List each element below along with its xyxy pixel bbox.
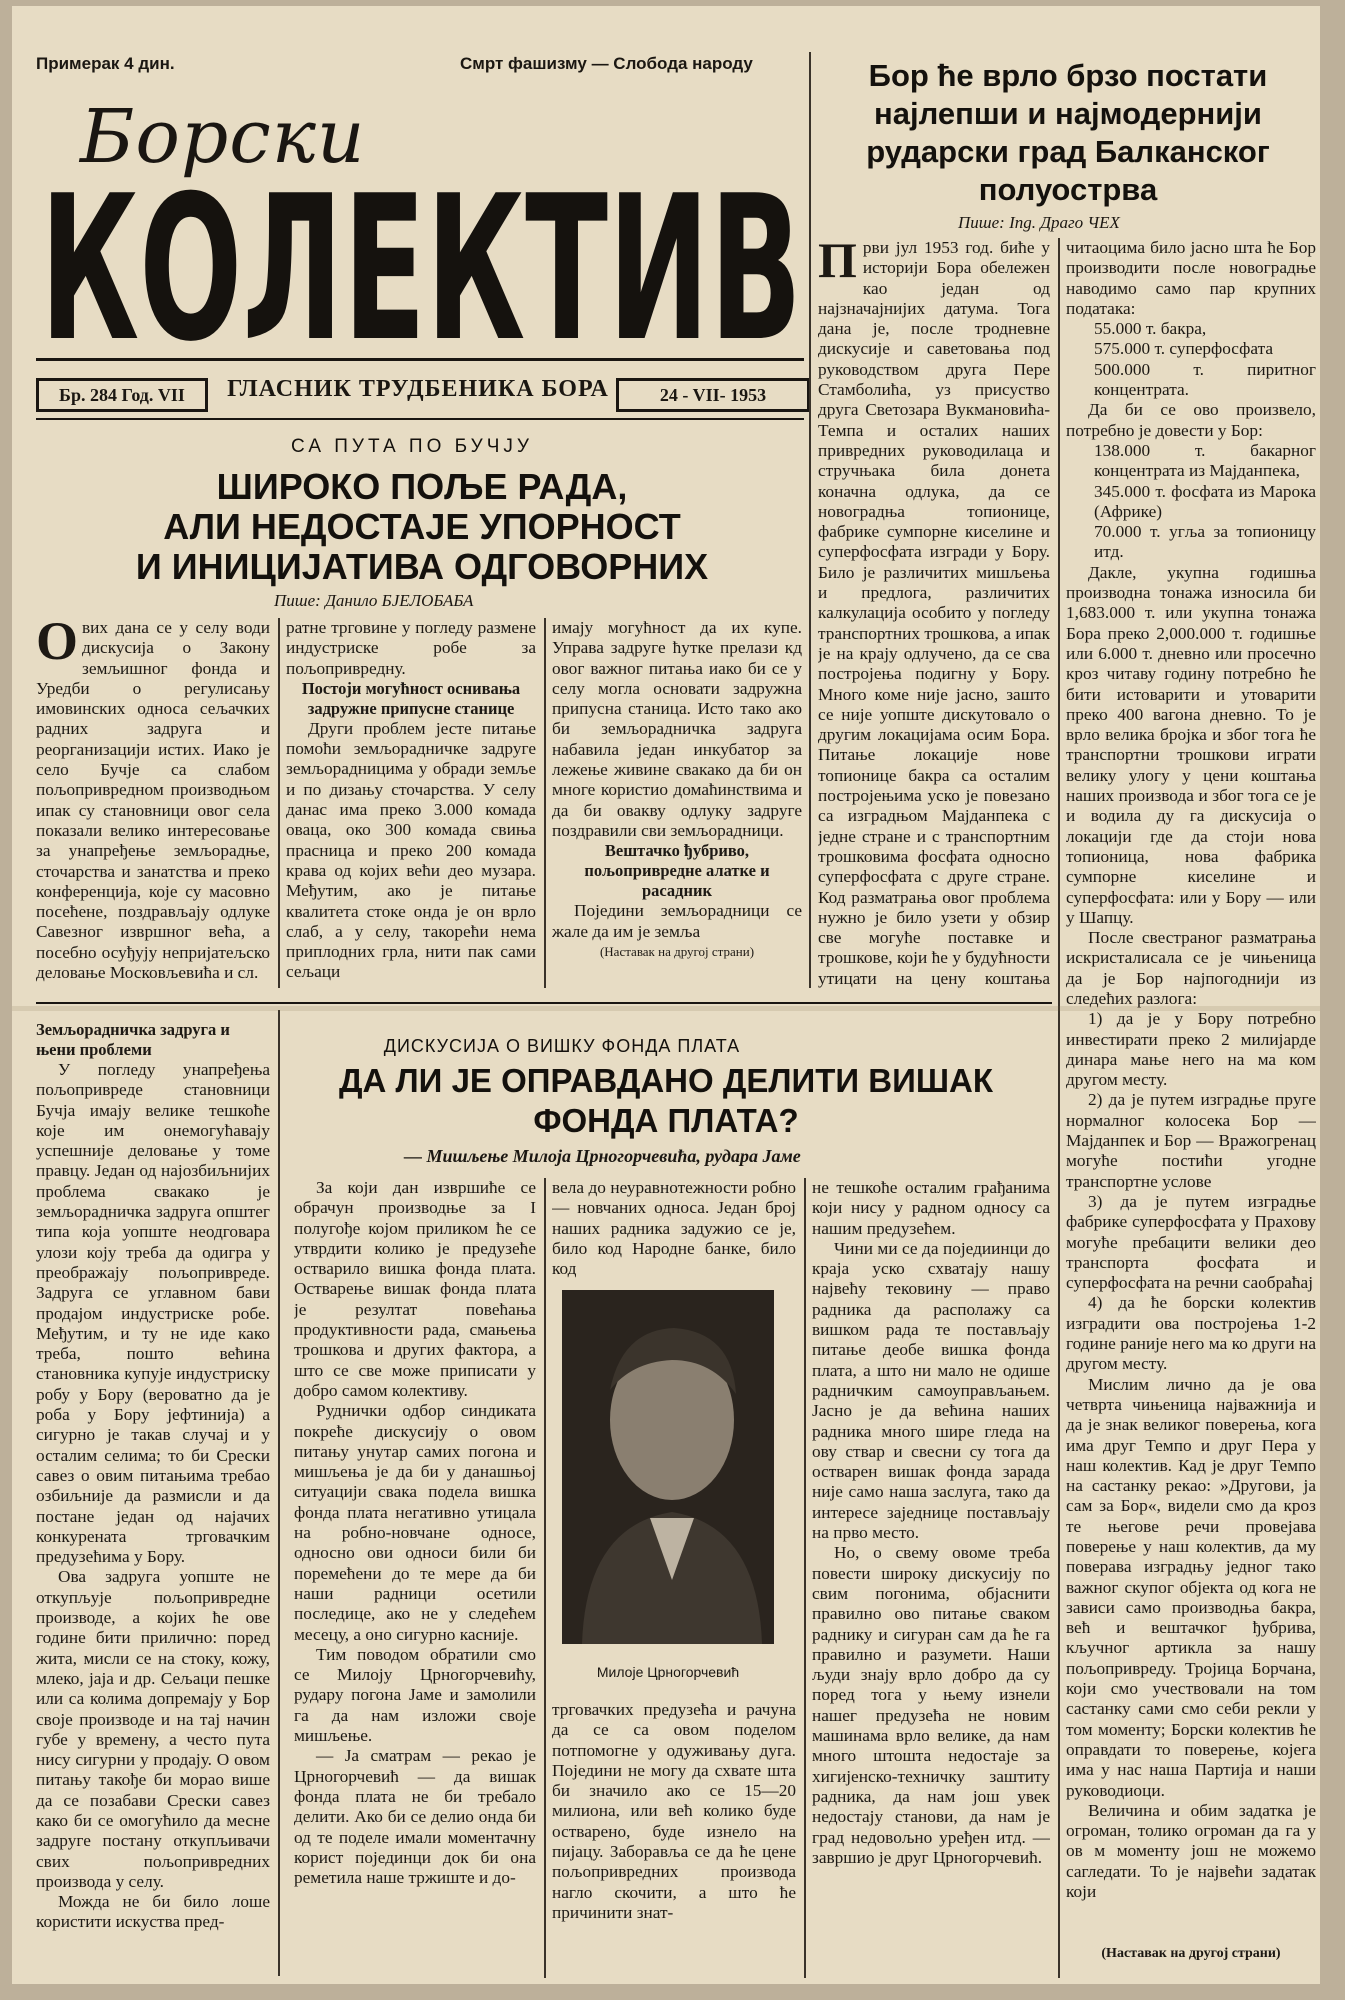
article-byline: Пише: Данило БЈЕЛОБАБА xyxy=(274,591,474,610)
portrait-photo xyxy=(562,1290,774,1644)
article-headline-1: ШИРОКО ПОЉЕ РАДА, xyxy=(216,466,628,507)
paper-fold xyxy=(12,1006,1320,1011)
masthead-rule-top xyxy=(36,358,804,361)
newspaper-page xyxy=(12,6,1320,1984)
svg-text:КОЛЕКТИВ: КОЛЕКТИВ xyxy=(40,168,802,356)
bor-headline-4: полуострва xyxy=(978,172,1158,207)
column-divider xyxy=(1058,238,1060,1978)
price-label: Примерак 4 дин. xyxy=(36,54,175,73)
section-rule xyxy=(36,1002,1052,1004)
column-divider xyxy=(804,1178,806,1978)
plata-column-1: За који дан извршиће се обрачун производње за I полугође којом приликом ће се утврдити колико је предузеће остварило вишка фонда плата. Остварење вишак фонда плата је резултат повећања продуктивности рада, смањења трошкова и других фактора, а што се све може приписати у добро самом колективу. Руднички одбор синдиката покреће дискусију о овом питању унутар самих погона и мишљења је да би у данашњој ситуацији свака подела вишка фонда плата негативно утицала на робно-новчане односе, односно ови односи били би поремећени до те мере да би наши радници осетили последице, ако не у следећем месецу, а оно сигурно касније. Тим поводом обратили смо се Милоју Црногорчевићу, рудару погона Јаме и замолили га да нам изложи своје мишљење. — Ја сматрам — рекао је Црногорчевић — да вишак фонда плата не би требало делити. Ако би се делио онда би од те поделе имали моментачну корист појединци док би она реметила наше тржиште и до- xyxy=(294,1178,536,1888)
photo-caption: Милоје Црногорчевић xyxy=(596,1664,740,1680)
bor-headline-1: Бор ће врло брзо постати xyxy=(868,58,1268,93)
article-kicker: СА ПУТА ПО БУЧЈУ xyxy=(291,436,533,457)
column-divider xyxy=(809,52,811,988)
polje-column-2: ратне трговине у погледу размене индустриске робе за пољопривредну. Постоји могућност оснивања задружне припусне станице Други проблем јесте питање помоћи земљорадничке задруге земљорадницима у обради земље и по дизању сточарства. У селу данас има преко 3.000 комада оваца, око 300 комада свиња прасница и преко 200 комада крава од којих већи део музара. Међутим, ако је питање квалитета стоке онда је он врло слаб, а у селу, такорећи нема приплодних грла, нити пак сами сељаци xyxy=(286,618,536,982)
slogan: Смрт фашизму — Слобода народу xyxy=(460,54,753,73)
zadruga-column: Земљорадничка задруга и њени проблеми У погледу унапређења пољопривреде становници Бучја имају велике тешкоће које им онемогућавају успешније деловање у томе правцу. Један од најозбиљнијих проблема свакако је земљорадничка задруга општег типа која уопште неодговара улози коју треба да одигра у преображају пољопривреде. Задруга се углавном бави продајом индустриске робе. Међутим, и ту не иде како треба, пошто већина становника купује индустриску робу у Бору (вероватно да је роба у Бору јефтинија) а сигурно је такав случај и у осталим селима; то би Срески савез о овим питањима требао озбиљније да размисли и да постане један од најачих конкурената трговачким предузећима у Бору. Ова задруга уопште не откупљује пољопривредне производе, а којих ће ове године бити прилично: поред жита, мисли се на стоку, кожу, млеко, јаја и др. Сељаци пешке или са колима допремају у Бор своје производе и на тај начин губе у времену, а често пута нису сигурни у продају. О овом питању такође би морао више да се позабави Срески савез како би се омогућило да месне задруге постану откупљивачи свих пољопривредних производа у селу. Можда не би било лоше користити искуства пред- xyxy=(36,1020,270,1932)
date-box: 24 - VII- 1953 xyxy=(616,378,810,412)
column-divider xyxy=(544,618,546,988)
bor-headline-2: најлепши и најмодернији xyxy=(874,96,1262,131)
plata-column-2-bottom: трговачких предузећа и рачуна да се са овом поделом потпомогне у одуживању дуга. Поједини не могу да схвате шта би значило ако се 15—20 милиона, или већ колико буде остварено, буде изнело на пијацу. Заборавља се да ће цене пољопривредних производа нагло скочити, а што ће причинити знат- xyxy=(552,1700,796,1922)
plata-headline-2: ФОНДА ПЛАТА? xyxy=(533,1102,799,1139)
plata-headline-1: ДА ЛИ ЈЕ ОПРАВДАНО ДЕЛИТИ ВИШАК xyxy=(339,1062,993,1099)
article-headline-3: И ИНИЦИЈАТИВА ОДГОВОРНИХ xyxy=(135,546,709,587)
polje-column-1: Ових дана се у селу води дискусија о Закону земљишног фонда и Уредби о регулисању имовинских односа сељачких радних задруга и реорганизацији истих. Иако је село Бучје са слабом пољопривредном производњом ипак су становници овог села показали велико интересовање за унапређење земљорадње, сточарства и занатства и преко конференција, које су масовно посећене, поздрављају одлуке Савезног извршног већа, а посебно осуђују непријатељско деловање Московљевића и сл. xyxy=(36,618,270,983)
bor-byline: Пише: Ing. Драго ЧЕХ xyxy=(958,213,1120,232)
bor-headline-3: рударски град Балканског xyxy=(866,134,1270,169)
plata-kicker: ДИСКУСИЈА О ВИШКУ ФОНДА ПЛАТА xyxy=(383,1036,741,1056)
column-divider xyxy=(278,618,280,988)
bor-column-1: Први јул 1953 год. биће у историји Бора обележен као један од најзначајнијих датума. Тога дана је, после тродневне дискусије и саветовања под руководством друга Пере Стамболића, уз присуство друга Светозара Вукмановића-Темпа и осталих наших привредних руководилаца и стручњака била донета коначна одлука, да се новоградња топионице, фабрике сумпорне киселине и суперфосфата изгради у Бору. Било је различитих мишљења и предлога, различитих калкулација особито у погледу транспортних трошкова, а ипак је на крају одлучено, да се сва постројења подигну у Бору. Много коме није јасно, зашто се није уопште дискутовало о другим локацијама осим Бора. Питање локације нове топионице бакра са осталим постројењима уско је повезано са изградњом Мајданпека с једне стране и с транспортним трошковима фосфата односно суперфосфата с друге стране. Код разматрања овог проблема нужно је било узети у обзир све могуће поставке и трошкове, који ће у будућности утицати на цену коштања xyxy=(818,238,1050,988)
masthead-title xyxy=(36,168,806,356)
bor-continued: (Наставак на другој страни) xyxy=(1101,1946,1281,1961)
polje-column-3: имају могућност да их купе. Управа задруге ћутке прелази кд овог важног питања иако би се у селу могла основати задружна припусна станица. Исто тако ако би земљорадничка задруга набавила један инкубатор за лежење живине свакако да би он многе користио домаћинствима и да би овакву одлуку задруге поздравили сви земљорадници. Вештачко ђубриво, пољопривредне алатке и расадник Поједини земљорадници се жале да им је земља (Наставак на другој страни) xyxy=(552,618,802,959)
column-divider xyxy=(544,1178,546,1978)
masthead-subtitle: ГЛАСНИК ТРУДБЕНИКА БОРА xyxy=(227,376,609,402)
masthead-rule-bottom xyxy=(36,418,804,420)
issue-box: Бр. 284 Год. VII xyxy=(36,378,208,412)
plata-column-2-top: вела до неуравнотежности робно — новчаних односа. Један број наших радника задужио се је, било код Народне банке, било код xyxy=(552,1178,796,1279)
plata-column-3: не тешкоће осталим грађанима који нису у радном односу са нашим предузећем. Чини ми се да поједиинци до краја уско схватају нашу највећу тековину — право радника да располажу са вишком рада те постављају питање деобе вишка фонда плата, а што ни мало не одише радничким самоуправљањем. Јасно је да већина наших радника много шире гледа на ову ствар и свесни су тога да остварен вишак фонда зарада није само наша заслуга, тако да интересе заједнице постављају на прво место. Но, о свему овоме треба повести широку дискусију по свим погонима, објаснити правилно ово питање сваком раднику и сигуран сам да ће га правилно и разумети. Наши људи знају врло добро да су поред тога у њему изнели нашег предузећа не новим машинама врло велике, да нам много штошта недостаје за хигијенско-техничку заштиту радника, да нам још увек недостају станови, да нам је град недовољно уређен итд. — завршио је друг Црногорчевић. xyxy=(812,1178,1050,1867)
plata-byline: — Мишљење Милоја Црногорчевића, рудара Јаме xyxy=(404,1146,801,1166)
column-divider xyxy=(278,1010,280,1976)
masthead-script-title: Борски xyxy=(80,94,366,180)
article-headline-2: АЛИ НЕДОСТАЈЕ УПОРНОСТ xyxy=(163,506,681,547)
bor-column-2: читаоцима било јасно шта ће Бор производити после новоградње наводимо само пар крупних података: 55.000 т. бакра, 575.000 т. суперфосфата 500.000 т. пиритног концентрата. Да би се ово произвело, потребно је довести у Бор: 138.000 т. бакарног концентрата из Мајданпека, 345.000 т. фосфата из Марока (Африке) 70.000 т. угља за топионицу итд. Дакле, укупна годишња производна тонажа износила би 1,683.000 т. или укупна тонажа Бора преко 2,000.000 т. годишње или 6.000 т. дневно или просечно кроз читаву годину потребно ће бити истоварити и утоварити преко 400 вагона дневно. То је врло велика бројка и због тога ће транспортни трошкови играти велику улогу у цени коштања наших производа и због тога се је и водила ду га дискусија о локацији где да стоји нова топионица, нова фабрика сумпорне киселине и суперфосфата: или у Бору — или у Шапцу. После свестраног разматрања искристалисала се је чињеница да је Бор најпогоднији из следећих разлога: 1) да је у Бору потребно инвестирати преко 2 милијарде динара мање него на ма ком другом месту. 2) да је путем изградње пруге нормалног колосека Бор — Мајданпек и Бор — Вражогренац могуће постићи угодне транспортне услове 3) да је путем изградње фабрике суперфосфата у Прахову могуће пребацити велики део транспорта фосфата и суперфосфата на речни саобраћај 4) да ће борски колектив изградити ова постројења 1-2 године раније него ма ко други на другом месту. Мислим лично да је ова четврта чињеница најважнија и да је знак великог поверења, кога има друг Темпо и друг Пера у наш колектив. Кад је друг Темпо на састанку рекао: »Другови, ја сам за Бор«, видели смо да кроз те његове речи провејава поверење у наш колектив, да му поверава изградњу једног тако важног скупог објекта од кога не зависи само производња бакра, већ и вештачког ђубрива, кључног артикла за нашу пољопривреду. Тројица Борчана, који смо учествовали на том састанку сами смо себи рекли у том моменту; Борски колектив ће оправдати то поверење, којега има у нас наша Партија и наши руководиоци. Величина и обим задатка је огроман, толико огроман да га у ов м моменту још не можемо сагледати. То је највећи задатак који xyxy=(1066,238,1316,1902)
